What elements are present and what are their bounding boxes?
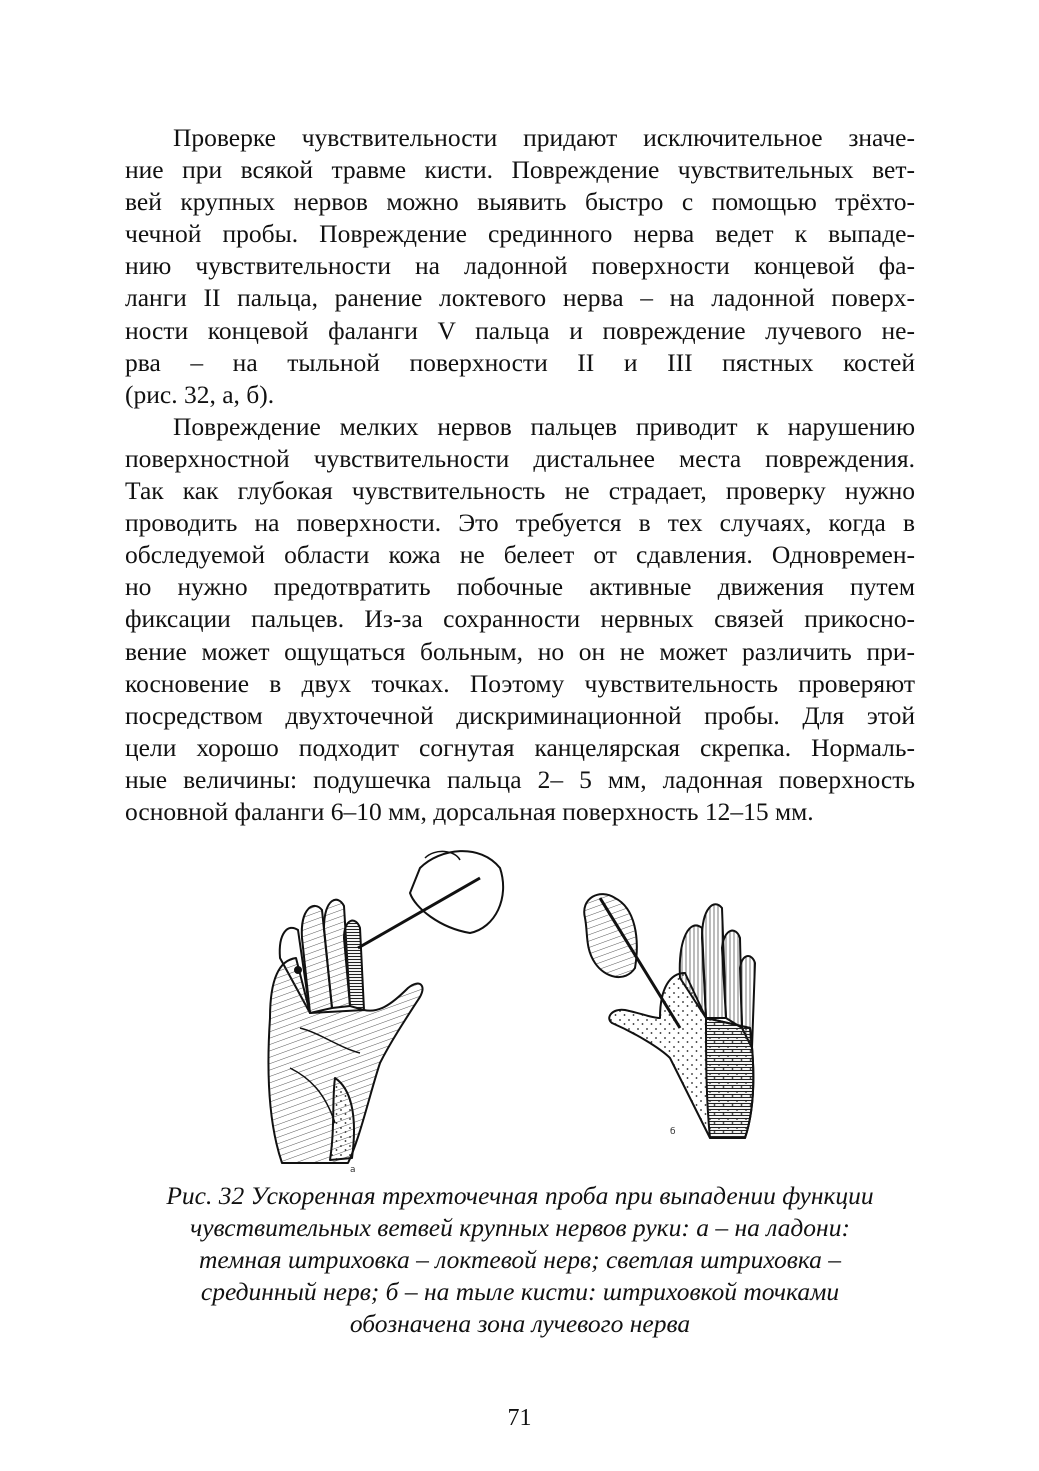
page-number: 71 <box>507 1405 532 1431</box>
text-line: чечной пробы. Повреждение срединного нерва ведет к выпаде- <box>125 219 915 249</box>
caption-line: обозначена зона лучевого нерва <box>349 1309 691 1338</box>
caption-line: срединный нерв; б – на тыле кисти: штриховкой точками <box>200 1277 840 1306</box>
caption-line: Рис. 32 Ускоренная трехточечная проба при выпадении функции <box>166 1181 874 1210</box>
text-line: Повреждение мелких нервов пальцев приводит к нарушению <box>173 411 915 441</box>
figure-label-a: а <box>350 1165 356 1175</box>
text-line: ные величины: подушечка пальца 2– 5 мм, ладонная поверхность <box>125 764 915 794</box>
text-line: Проверке чувствительности придают исключительное значе- <box>173 123 915 152</box>
text-line: ние при всякой травме кисти. Повреждение чувствительных вет- <box>125 155 915 185</box>
text-line: вей крупных нервов можно выявить быстро с помощью трёхто- <box>125 187 915 217</box>
figure-label-b: б <box>670 1127 676 1137</box>
figure-caption <box>110 1180 930 1340</box>
text-line: посредством двухточечной дискриминационной пробы. Для этой <box>125 700 915 730</box>
paragraph-2 <box>125 411 915 828</box>
text-line: цели хорошо подходит согнутая канцелярская скрепка. Нормаль- <box>125 732 915 762</box>
paragraph-1 <box>125 122 915 411</box>
text-line: основной фаланги 6–10 мм, дорсальная поверхность 12–15 мм. <box>125 796 814 826</box>
hand-a-palm-drawing <box>269 851 504 1163</box>
text-line: ланги II пальца, ранение локтевого нерва – на ладонной поверх- <box>125 283 915 313</box>
text-line: фиксации пальцев. Из-за сохранности нервных связей прикосно- <box>125 604 915 634</box>
caption-line: темная штриховка – локтевой нерв; светлая штриховка – <box>198 1245 841 1274</box>
text-line: рва – на тыльной поверхности II и III пястных костей <box>125 347 915 377</box>
body-text <box>125 122 915 828</box>
hand-b-dorsal-drawing <box>584 894 755 1138</box>
text-line: но нужно предотвратить побочные активные движения путем <box>125 572 915 602</box>
text-line: (рис. 32, а, б). <box>125 379 275 409</box>
text-line: обследуемой области кожа не белеет от сдавления. Одновремен- <box>125 540 915 570</box>
caption-line: чувствительных ветвей крупных нервов руки: а – на ладони: <box>190 1213 850 1242</box>
text-line: вение может ощущаться больным, но он не может различить при- <box>125 636 915 666</box>
figure-32-hands <box>240 838 800 1178</box>
text-line: нию чувствительности на ладонной поверхности концевой фа- <box>125 251 915 281</box>
text-line: косновение в двух точках. Поэтому чувствительность проверяют <box>125 668 915 698</box>
text-line: ности концевой фаланги V пальца и повреждение лучевого не- <box>125 315 915 345</box>
text-line: проводить на поверхности. Это требуется в тех случаях, когда в <box>125 508 915 538</box>
text-line: поверхностной чувствительности дистальнее места повреждения. <box>125 443 915 473</box>
text-line: Так как глубокая чувствительность не страдает, проверку нужно <box>125 476 915 506</box>
